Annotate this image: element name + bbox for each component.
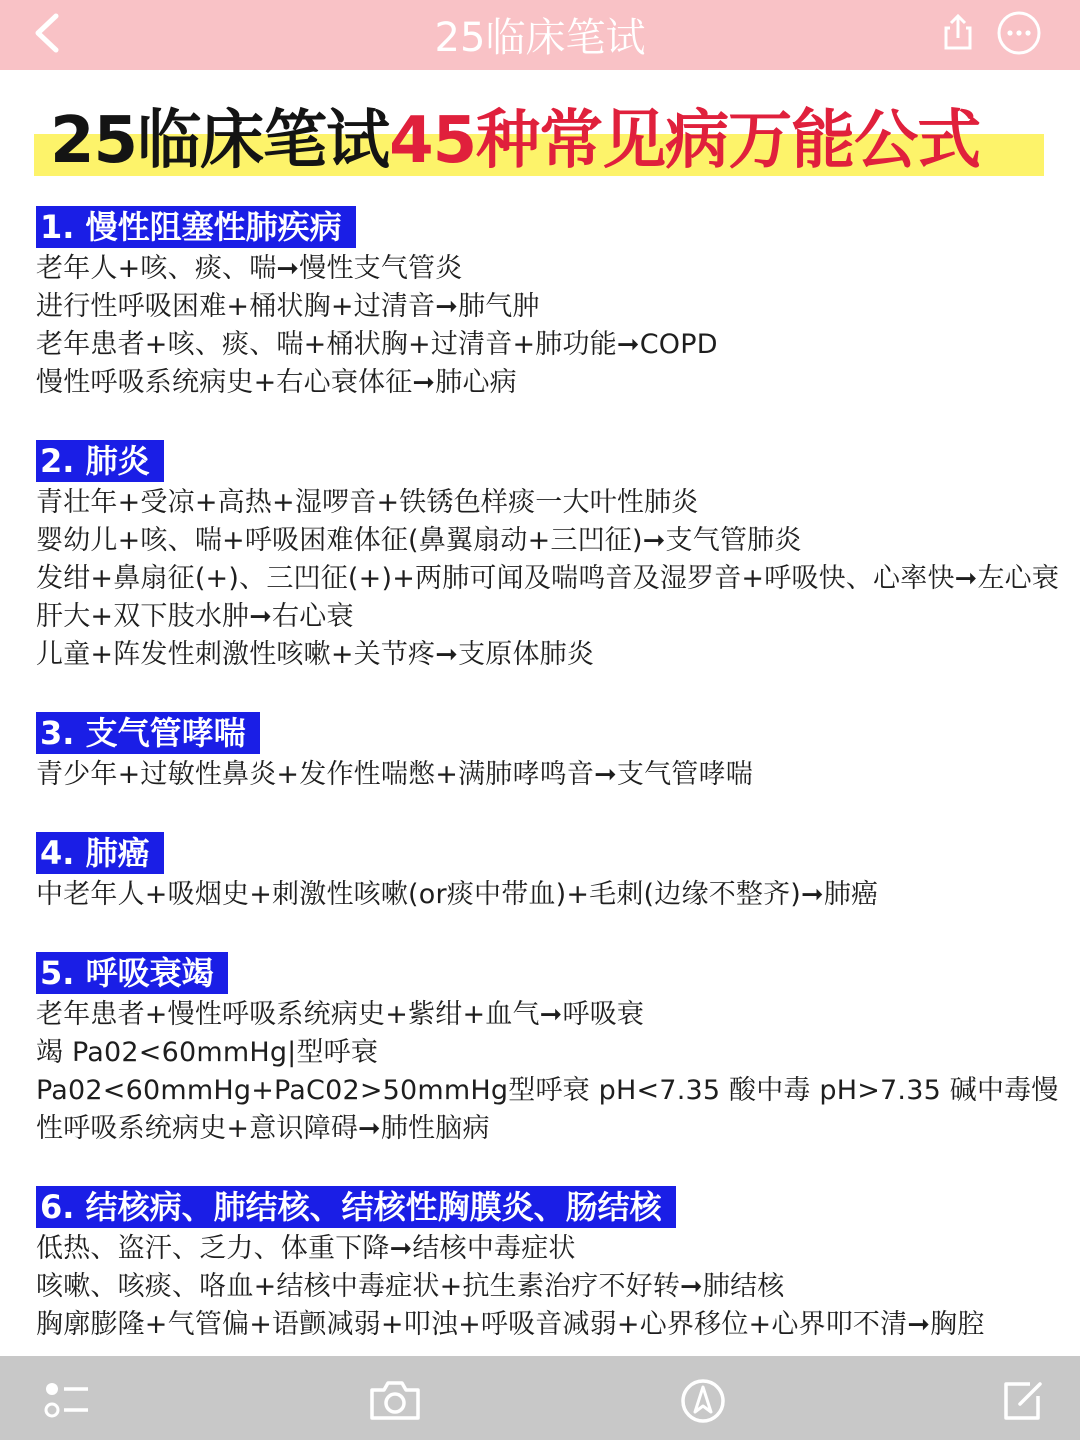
- list-item: 进行性呼吸困难+桶状胸+过清音➞肺气肿: [36, 291, 540, 322]
- top-bar: [0, 0, 1080, 70]
- list-item: Pa02<60mmHg+PaC02>50mmHg型呼衰 pH<7.35 酸中毒 pH>7.35 碱中毒慢性呼吸系统病史+意识障碍➞肺性脑病: [36, 1075, 1059, 1144]
- section-lung-cancer: [36, 832, 1061, 914]
- section-title: 3. 支气管哮喘: [36, 712, 260, 754]
- list-icon[interactable]: [42, 1378, 92, 1422]
- section-pneumonia: [36, 440, 1061, 674]
- list-item: 竭 Pa02<60mmHg|型呼衰: [36, 1037, 379, 1068]
- list-item: 中老年人+吸烟史+刺激性咳嗽(or痰中带血)+毛刺(边缘不整齐)➞肺癌: [36, 879, 879, 910]
- compass-icon[interactable]: [680, 1378, 730, 1422]
- list-item: 青壮年+受凉+高热+湿啰音+铁锈色样痰一大叶性肺炎: [36, 487, 699, 518]
- section-title: 6. 结核病、肺结核、结核性胸膜炎、肠结核: [36, 1186, 676, 1228]
- list-item: 咳嗽、咳痰、咯血+结核中毒症状+抗生素治疗不好转➞肺结核: [36, 1271, 785, 1302]
- section-title: 2. 肺炎: [36, 440, 164, 482]
- headline: [50, 96, 1060, 186]
- list-item: 婴幼儿+咳、喘+呼吸困难体征(鼻翼扇动+三凹征)➞支气管肺炎: [36, 525, 802, 556]
- section-title: 1. 慢性阻塞性肺疾病: [36, 206, 356, 248]
- list-item: 胸廓膨隆+气管偏+语颤减弱+叩浊+呼吸音减弱+心界移位+心界叩不清➞胸腔: [36, 1309, 985, 1340]
- list-item: 老年患者+慢性呼吸系统病史+紫绀+血气➞呼吸衰: [36, 999, 645, 1030]
- article-content: [36, 206, 1061, 1382]
- list-item: 发绀+鼻扇征(+)、三凹征(+)+两肺可闻及喘鸣音及湿罗音+呼吸快、心率快➞左心衰肝大+双下肢水肿➞右心衰: [36, 563, 1060, 632]
- page-title: 25临床笔试: [434, 15, 646, 61]
- section-asthma: [36, 712, 1061, 794]
- section-title: 5. 呼吸衰竭: [36, 952, 228, 994]
- share-icon[interactable]: [938, 12, 978, 52]
- section-respiratory-failure: [36, 952, 1061, 1148]
- chevron-left-icon[interactable]: [28, 10, 68, 56]
- section-copd: [36, 206, 1061, 402]
- list-item: 儿童+阵发性刺激性咳嗽+关节疼➞支原体肺炎: [36, 639, 595, 670]
- list-item: 慢性呼吸系统病史+右心衰体征➞肺心病: [36, 367, 517, 398]
- section-tuberculosis: [36, 1186, 1061, 1344]
- list-item: 老年患者+咳、痰、喘+桶状胸+过清音+肺功能➞COPD: [36, 329, 718, 360]
- more-icon[interactable]: [996, 10, 1042, 56]
- headline-part2: 45种常见病万能公式: [389, 104, 981, 178]
- camera-icon[interactable]: [368, 1378, 418, 1422]
- list-item: 青少年+过敏性鼻炎+发作性喘憋+满肺哮鸣音➞支气管哮喘: [36, 759, 753, 790]
- list-item: 老年人+咳、痰、喘➞慢性支气管炎: [36, 253, 463, 284]
- bottom-toolbar: [0, 1356, 1080, 1440]
- section-title: 4. 肺癌: [36, 832, 164, 874]
- list-item: 低热、盗汗、乏力、体重下降➞结核中毒症状: [36, 1233, 576, 1264]
- edit-icon[interactable]: [1000, 1378, 1050, 1422]
- headline-part1: 25临床笔试: [50, 104, 390, 178]
